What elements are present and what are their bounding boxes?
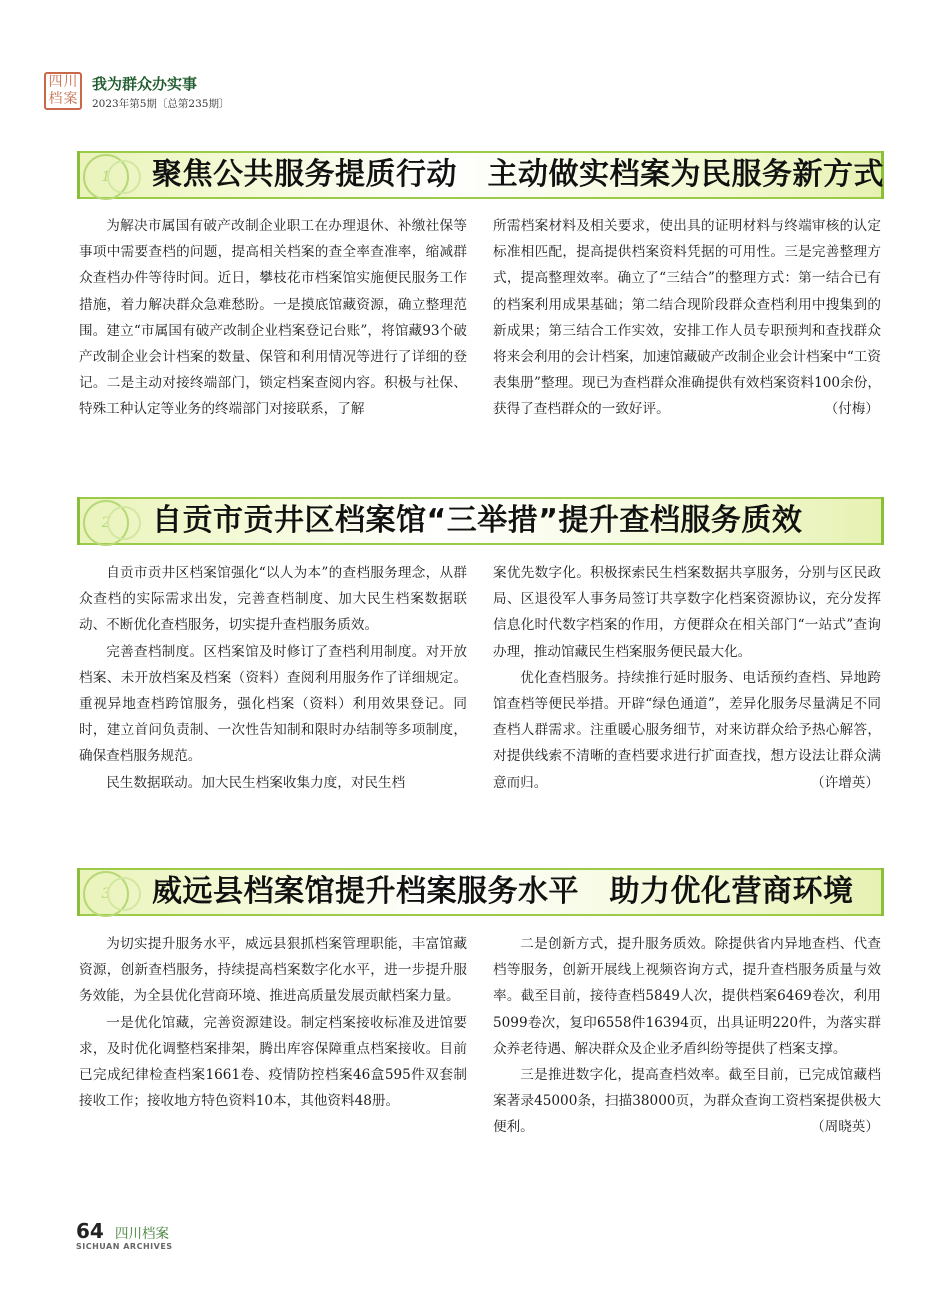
article-3-author: （周晓英） <box>811 1119 879 1136</box>
page-number: 64 <box>76 1219 104 1243</box>
article-2-left-column <box>79 560 467 796</box>
paragraph: 三是推进数字化，提高查档效率。截至目前，已完成馆藏档案著录45000条，扫描38000页，为群众查询工资档案提供极大便利。 <box>493 1067 881 1136</box>
paragraph: 一是优化馆藏，完善资源建设。制定档案接收标准及进馆要求，及时优化调整档案排架，腾出库容保障重点档案接收。目前已完成纪律检查档案1661卷、疫情防控档案46盒595件双套制接收工作；接收地方特色资料10本，其他资料48册。 <box>79 1014 467 1110</box>
banner-emblem-icon: 3 <box>83 871 129 917</box>
article-3-banner <box>77 868 884 916</box>
article-3-title: 威远县档案馆提升档案服务水平 助力优化营商环境 <box>152 874 854 909</box>
seal-char: 档 <box>48 91 63 107</box>
issue-info: 2023年第5期〔总第235期〕 <box>92 98 230 110</box>
article-1-left-column <box>79 213 467 423</box>
magazine-name: 四川档案 <box>115 1226 169 1242</box>
paragraph: 优化查档服务。持续推行延时服务、电话预约查档、异地跨馆查档等便民举措。开辟“绿色通道”，差异化服务尽量满足不同查档人群需求。注重暖心服务细节，对来访群众给予热心解答，对提供线索不清晰的查档要求进行扩面查找，想方设法让群众满意而归。 <box>493 669 881 791</box>
paragraph: 案优先数字化。积极探索民生档案数据共享服务，分别与区民政局、区退役军人事务局签订共享数字化档案资源协议，充分发挥信息化时代数字档案的作用，方便群众在相关部门“一站式”查询办理，推动馆藏民生档案服务便民最大化。 <box>493 565 881 660</box>
paragraph: 所需档案材料及相关要求，使出具的证明材料与终端审核的认定标准相匹配，提高提供档案资料凭据的可用性。三是完善整理方式，提高整理效率。确立了“三结合”的整理方式：第一结合已有的档案利用成果基础；第二结合现阶段群众查档利用中搜集到的新成果；第三结合工作实效，安排工作人员专职预判和查找群众将来会利用的会计档案，加速馆藏破产改制企业会计档案中“工资表集册”整理。现已为查档群众准确提供有效档案资料100余份，获得了查档群众的一致好评。 <box>493 218 881 418</box>
banner-emblem-icon: 2 <box>83 500 129 546</box>
banner-emblem-icon: 1 <box>83 154 129 200</box>
paragraph: 完善查档制度。区档案馆及时修订了查档利用制度。对开放档案、未开放档案及档案（资料）查阅利用服务作了详细规定。重视异地查档跨馆服务，强化档案（资料）利用效果登记。同时，建立首问负责制、一次性告知制和限时办结制等多项制度，确保查档服务规范。 <box>79 643 467 765</box>
paragraph: 自贡市贡井区档案馆强化“以人为本”的查档服务理念，从群众查档的实际需求出发，完善查档制度、加大民生档案数据联动、不断优化查档服务，切实提升查档服务质效。 <box>79 565 467 634</box>
magazine-seal-logo <box>44 72 82 110</box>
article-2-author: （许增英） <box>811 774 879 791</box>
article-1-title: 聚焦公共服务提质行动 主动做实档案为民服务新方式 <box>152 157 884 192</box>
seal-char: 案 <box>63 91 78 107</box>
article-1-right-column <box>493 213 881 423</box>
seal-char: 四 <box>48 74 63 90</box>
article-2-right-column <box>493 560 881 796</box>
column-title: 我为群众办实事 <box>92 75 198 93</box>
article-1-author: （付梅） <box>824 401 879 418</box>
article-3-right-column <box>493 931 881 1141</box>
paragraph: 民生数据联动。加大民生档案收集力度，对民生档 <box>106 774 406 791</box>
seal-char: 川 <box>63 74 78 90</box>
magazine-name-en: SICHUAN ARCHIVES <box>76 1242 173 1251</box>
article-2-title: 自贡市贡井区档案馆“三举措”提升查档服务质效 <box>152 503 803 538</box>
article-1-banner <box>77 151 884 199</box>
paragraph: 为切实提升服务水平，威远县狠抓档案管理职能，丰富馆藏资源，创新查档服务，持续提高档案数字化水平，进一步提升服务效能，为全县优化营商环境、推进高质量发展贡献档案力量。 <box>79 936 467 1005</box>
article-3-left-column <box>79 931 467 1114</box>
paragraph: 二是创新方式，提升服务质效。除提供省内异地查档、代查档等服务，创新开展线上视频咨询方式，提升查档服务质量与效率。截至目前，接待查档5849人次，提供档案6469卷次，利用5099卷次，复印6558件16394页，出具证明220件，为落实群众养老待遇、解决群众及企业矛盾纠纷等提供了档案支撑。 <box>493 936 881 1057</box>
article-2-banner <box>77 497 884 545</box>
paragraph: 为解决市属国有破产改制企业职工在办理退休、补缴社保等事项中需要查档的问题，提高相关档案的查全率查准率，缩减群众查档办件等待时间。近日，攀枝花市档案馆实施便民服务工作措施，着力解决群众急难愁盼。一是摸底馆藏资源，确立整理范围。建立“市属国有破产改制企业档案登记台账”，将馆藏93个破产改制企业会计档案的数量、保管和利用情况等进行了详细的登记。二是主动对接终端部门，锁定档案查阅内容。积极与社保、特殊工种认定等业务的终端部门对接联系，了解 <box>79 218 467 418</box>
